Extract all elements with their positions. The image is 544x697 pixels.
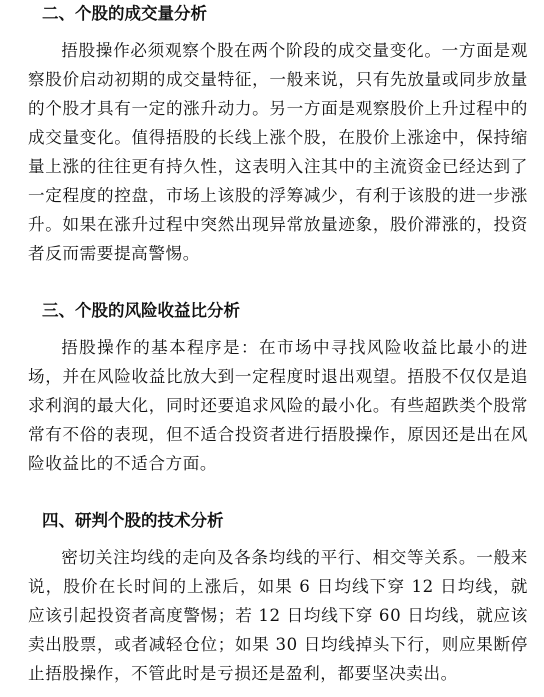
- section-body-volume-analysis: 捂股操作必须观察个股在两个阶段的成交量变化。一方面是观察股价启动初期的成交量特征，一般来说，只有先放量或同步放量的个股才具有一定的涨升动力。另一方面是观察股价上升过程中的成交量变化。值得捂股的长线上涨个股，在股价上涨途中，保持缩量上涨的往往更有持久性，这表明入注其中的主流资金已经达到了一定程度的控盘，市场上该股的浮筹减少，有利于该股的进一步涨升。如果在涨升过程中突然出现异常放量迹象，股价滞涨的，投资者反而需要提高警惕。: [28, 41, 528, 263]
- section-body-risk-return-analysis: 捂股操作的基本程序是：在市场中寻找风险收益比最小的进场，并在风险收益比放大到一定程度时退出观望。捂股不仅仅是追求利润的最大化，同时还要追求风险的最小化。有些超跌类个股常常有不俗的表现，但不适合投资者进行捂股操作，原因还是出在风险收益比的不适合方面。: [28, 338, 528, 473]
- section-heading-risk-return-analysis: 三、个股的风险收益比分析: [42, 301, 240, 320]
- section-heading-technical-analysis: 四、研判个股的技术分析: [42, 511, 224, 530]
- section-heading-volume-analysis: 二、个股的成交量分析: [42, 4, 207, 23]
- section-body-technical-analysis: 密切关注均线的走向及各条均线的平行、相交等关系。一般来说，股价在长时间的上涨后，如果 6 日均线下穿 12 日均线，就应该引起投资者高度警惕；若 12 日均线下穿 60 日均线，就应该卖出股票，或者减轻仓位；如果 30 日均线掉头下行，则应果断停止捂股操作，不管此时是亏损还是盈利，都要坚决卖出。: [28, 548, 528, 683]
